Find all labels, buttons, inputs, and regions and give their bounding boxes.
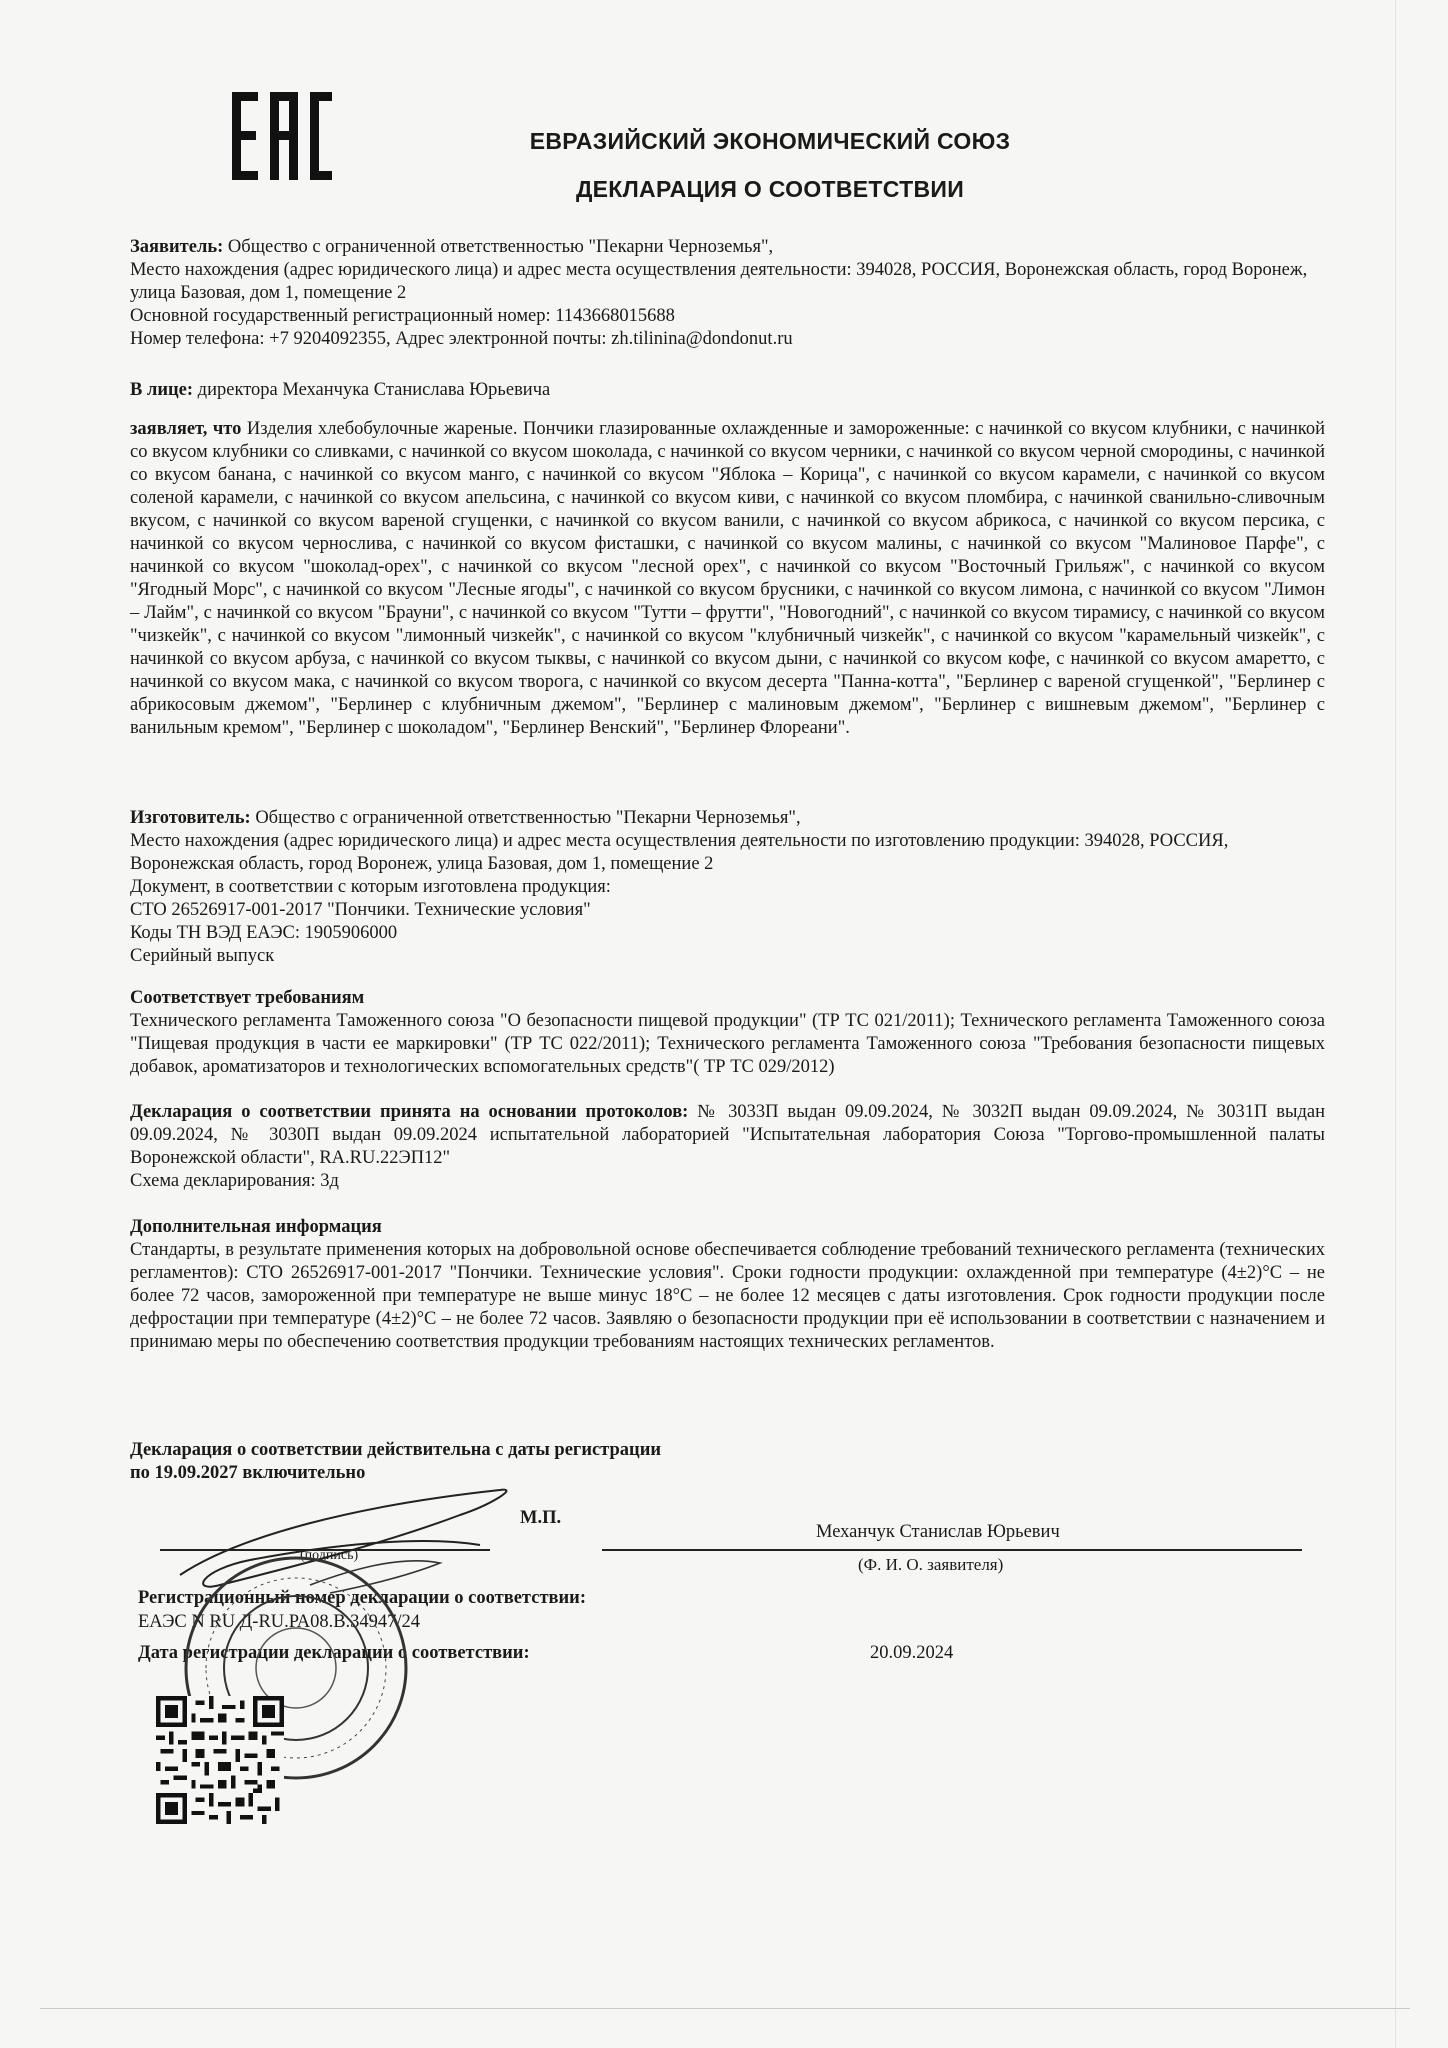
applicant-label: Заявитель: — [130, 237, 224, 257]
paper-fold — [1395, 0, 1396, 2048]
product-description: Изделия хлебобулочные жареные. Пончики глазированные охлажденные и замороженные: с начинкой со вкусом клубники, с начинкой со вкусом клубники со сливками, с начинкой со вкусом шоколада, с начинкой со вкусом черники, с начинкой со вкусом черной смородины, с начинкой со вкусом банана, с начинкой со вкусом манго, с начинкой со вкусом "Яблока – Корица", с начинкой со вкусом карамели, с начинкой со вкусом соленой карамели, с начинкой со вкусом апельсина, с начинкой со вкусом киви, с начинкой со вкусом пломбира, с начинкой сванильно-сливочным вкусом, с начинкой со вкусом вареной сгущенки, с начинкой со вкусом ванили, с начинкой со вкусом абрикоса, с начинкой со вкусом персика, с начинкой со вкусом чернослива, с начинкой со вкусом фисташки, с начинкой со вкусом малины, с начинкой со вкусом "Малиновое Парфе", с начинкой со вкусом "шоколад-орех", с начинкой со вкусом "лесной орех", с начинкой со вкусом "Восточный Грильяж", с начинкой со вкусом "Ягодный Морс", с начинкой со вкусом "Лесные ягоды", с начинкой со вкусом брусники, с начинкой со вкусом лимона, с начинкой со вкусом "Лимон – Лайм", с начинкой со вкусом "Брауни", с начинкой со вкусом "Тутти – фрутти", "Новогодний", с начинкой со вкусом тирамису, с начинкой со вкусом "чизкейк", с начинкой со вкусом "лимонный чизкейк", с начинкой со вкусом "клубничный чизкейк", с начинкой со вкусом "карамельный чизкейк", с начинкой со вкусом арбуза, с начинкой со вкусом тыквы, с начинкой со вкусом дыни, с начинкой со вкусом кофе, с начинкой со вкусом амаретто, с начинкой со вкусом мака, с начинкой со вкусом творога, с начинкой со вкусом десерта "Панна-котта", "Берлинер с вареной сгущенкой", "Берлинер с абрикосовым джемом", "Берлинер с клубничным джемом", "Берлинер с малиновым джемом", "Берлинер с вишневым джемом", "Берлинер с ванильным кремом", "Берлинер с шоколадом", "Берлинер Венский", "Берлинер Флореани". — [130, 419, 1326, 738]
manufacturer-address: Место нахождения (адрес юридического лица) и адрес места осуществления деятельности по изготовлению продукции: 394028, РОССИЯ, Воронежская область, город Воронеж, улица Базовая, дом 1, помещение 2 — [130, 831, 1229, 874]
qr-code-icon — [156, 1696, 284, 1824]
statement-section — [130, 418, 1325, 740]
union-title: ЕВРАЗИЙСКИЙ ЭКОНОМИЧЕСКИЙ СОЮЗ — [529, 128, 1011, 154]
registration-number: ЕАЭС N RU Д-RU.РА08.В.34947/24 — [138, 1612, 421, 1632]
applicant-name: Общество с ограниченной ответственностью "Пекарни Черноземья", — [223, 237, 774, 257]
name-line — [602, 1549, 1302, 1551]
production-type: Серийный выпуск — [130, 946, 275, 966]
signer-name: Механчук Станислав Юрьевич — [816, 1522, 1060, 1542]
applicant-address: Место нахождения (адрес юридического лица) и адрес места осуществления деятельности: 394028, РОССИЯ, Воронежская область, город Воронеж, улица Базовая, дом 1, помещение 2 — [130, 260, 1308, 303]
applicant-name-caption: (Ф. И. О. заявителя) — [858, 1555, 1004, 1574]
scan-edge — [40, 2008, 1410, 2009]
validity-line-1: Декларация о соответствии действительна с даты регистрации — [130, 1440, 662, 1460]
eac-mark-icon — [232, 92, 332, 180]
hs-codes: Коды ТН ВЭД ЕАЭС: 1905906000 — [130, 923, 398, 943]
manufacturing-doc-label: Документ, в соответствии с которым изготовлена продукция: — [130, 877, 611, 897]
seal-place-label: М.П. — [520, 1508, 562, 1528]
applicant-section — [130, 236, 1325, 351]
requirements-title: Соответствует требованиям — [130, 988, 365, 1008]
requirements-text: Технического регламента Таможенного союза "О безопасности пищевой продукции" (ТР ТС 021/2011); Технического регламента Таможенного союза "Пищевая продукция в части ее маркировки" (ТР ТС 022/2011); Технического регламента Таможенного союза "Требования безопасности пищевых добавок, ароматизаторов и технологических вспомогательных средств"( ТР ТС 029/2012) — [130, 1011, 1325, 1077]
registration-date: 20.09.2024 — [870, 1643, 954, 1663]
person-value: директора Механчука Станислава Юрьевича — [193, 380, 551, 400]
applicant-ogrn: Основной государственный регистрационный номер: 1143668015688 — [130, 306, 675, 326]
basis-protocols: № 3033П выдан 09.09.2024, № 3032П выдан 09.09.2024, № 3031П выдан 09.09.2024, № 3030П выдан 09.09.2024 испытательной лабораторией "Испытательная лаборатория Союза "Торгово-промышленной палаты Воронежской области", RA.RU.22ЭП12" — [130, 1102, 1325, 1168]
basis-label: Декларация о соответствии принята на основании протоколов: — [130, 1102, 689, 1122]
person-label: В лице: — [130, 380, 194, 400]
signature-caption: (подпись) — [300, 1548, 359, 1563]
validity-line-2: по 19.09.2027 включительно — [130, 1463, 366, 1483]
registration-date-label: Дата регистрации декларации о соответствии: — [138, 1643, 530, 1663]
applicant-contacts: Номер телефона: +7 9204092355, Адрес электронной почты: zh.tilinina@dondonut.ru — [130, 329, 793, 349]
manufacturer-label: Изготовитель: — [130, 808, 251, 828]
manufacturer-section — [130, 807, 1325, 968]
requirements-section — [130, 987, 1325, 1079]
registration-number-label: Регистрационный номер декларации о соответствии: — [138, 1588, 587, 1608]
statement-label: заявляет, что — [130, 419, 242, 439]
additional-info-title: Дополнительная информация — [130, 1217, 382, 1237]
basis-section — [130, 1101, 1325, 1193]
additional-info-section — [130, 1216, 1325, 1354]
manufacturing-doc: СТО 26526917-001-2017 "Пончики. Технические условия" — [130, 900, 591, 920]
declaration-scheme: Схема декларирования: 3д — [130, 1171, 339, 1191]
document-title: ДЕКЛАРАЦИЯ О СООТВЕТСТВИИ — [575, 176, 965, 202]
manufacturer-name: Общество с ограниченной ответственностью "Пекарни Черноземья", — [250, 808, 801, 828]
additional-info-text: Стандарты, в результате применения которых на добровольной основе обеспечивается соблюдение требований технического регламента (технических регламентов): СТО 26526917-001-2017 "Пончики. Технические условия". Сроки годности продукции: охлажденной при температуре (4±2)°С – не более 72 часов, замороженной при температуре не выше минус 18°С – не более 12 месяцев с даты изготовления. Срок годности продукции после дефростации при температуре (4±2)°С – не более 72 часов. Заявляю о безопасности продукции при её использовании в соответствии с назначением и принимаю меры по обеспечению соответствия продукции требованиям настоящих технических регламентов. — [130, 1240, 1325, 1352]
person-section — [130, 379, 1325, 402]
